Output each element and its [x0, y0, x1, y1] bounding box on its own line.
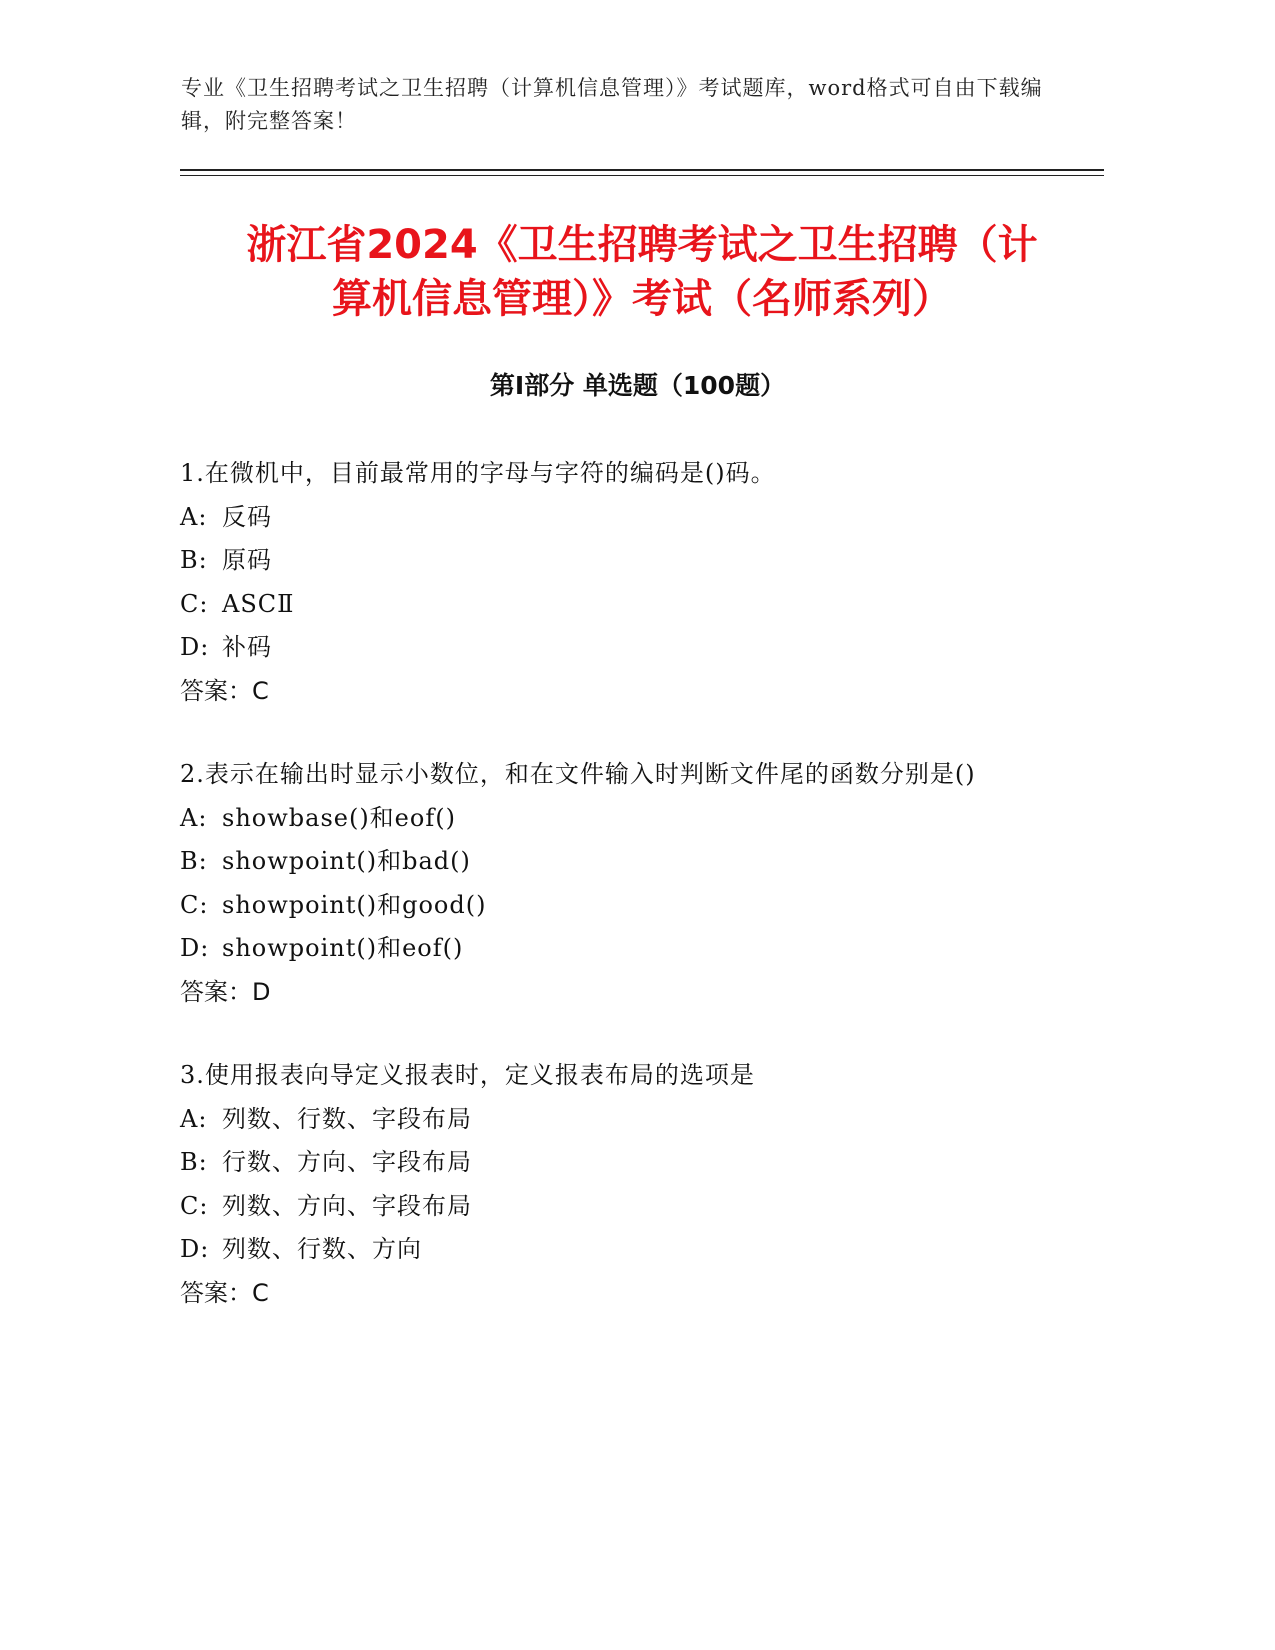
option-key: D: [180, 1235, 210, 1263]
option-key: A: [180, 1104, 208, 1133]
option-key: D: [180, 934, 210, 962]
option-text: 补码 [222, 633, 272, 661]
option-text: showpoint()和eof() [222, 934, 464, 962]
section-title: 第I部分 单选题（100题） [489, 371, 786, 400]
option-key: A: [180, 502, 208, 531]
option-key: A: [180, 803, 208, 832]
option-text: showpoint()和good() [222, 890, 487, 919]
document-title [180, 218, 1104, 326]
option-d [180, 626, 1040, 670]
option-c [180, 583, 1040, 627]
option-key: B: [180, 1148, 208, 1176]
header-note: 专业《卫生招聘考试之卫生招聘（计算机信息管理）》考试题库，word格式可自由下载编辑，附完整答案！ [181, 76, 1043, 133]
question-2 [180, 753, 1040, 1014]
option-text: 列数、方向、字段布局 [222, 1191, 472, 1220]
option-key: C: [180, 890, 209, 919]
title-line-1: 浙江省2024《卫生招聘考试之卫生招聘（计 [246, 222, 1038, 268]
option-key: D: [180, 633, 210, 661]
question-stem: 2.表示在输出时显示小数位，和在文件输入时判断文件尾的函数分别是() [180, 760, 976, 788]
option-text: showbase()和eof() [222, 803, 456, 832]
option-a [180, 1098, 1040, 1142]
title-line-2: 算机信息管理）》考试（名师系列） [332, 276, 952, 322]
header-rule-thick [180, 169, 1104, 171]
option-text: ASCⅡ [222, 589, 295, 618]
option-b [180, 840, 1040, 884]
option-text: 原码 [222, 546, 272, 574]
option-text: 反码 [222, 502, 272, 531]
option-a [180, 797, 1040, 841]
option-b [180, 1141, 1040, 1185]
option-d [180, 1228, 1040, 1272]
question-3 [180, 1054, 1040, 1315]
option-text: 行数、方向、字段布局 [222, 1148, 472, 1176]
option-text: 列数、行数、方向 [222, 1235, 422, 1263]
header-rule-thin [180, 175, 1104, 176]
option-key: B: [180, 546, 208, 574]
question-1 [180, 452, 1040, 713]
option-c [180, 1185, 1040, 1229]
option-b [180, 539, 1040, 583]
answer: 答案：C [180, 676, 269, 705]
answer: 答案：C [180, 1278, 269, 1307]
option-text: showpoint()和bad() [222, 847, 471, 875]
option-key: C: [180, 589, 209, 618]
option-text: 列数、行数、字段布局 [222, 1104, 472, 1133]
option-key: C: [180, 1191, 209, 1220]
answer: 答案：D [180, 977, 271, 1006]
option-a [180, 496, 1040, 540]
question-stem: 3.使用报表向导定义报表时，定义报表布局的选项是 [180, 1061, 755, 1089]
option-c [180, 884, 1040, 928]
option-d [180, 927, 1040, 971]
question-list [180, 452, 1040, 1355]
question-stem: 1.在微机中，目前最常用的字母与字符的编码是()码。 [180, 459, 776, 487]
option-key: B: [180, 847, 208, 875]
